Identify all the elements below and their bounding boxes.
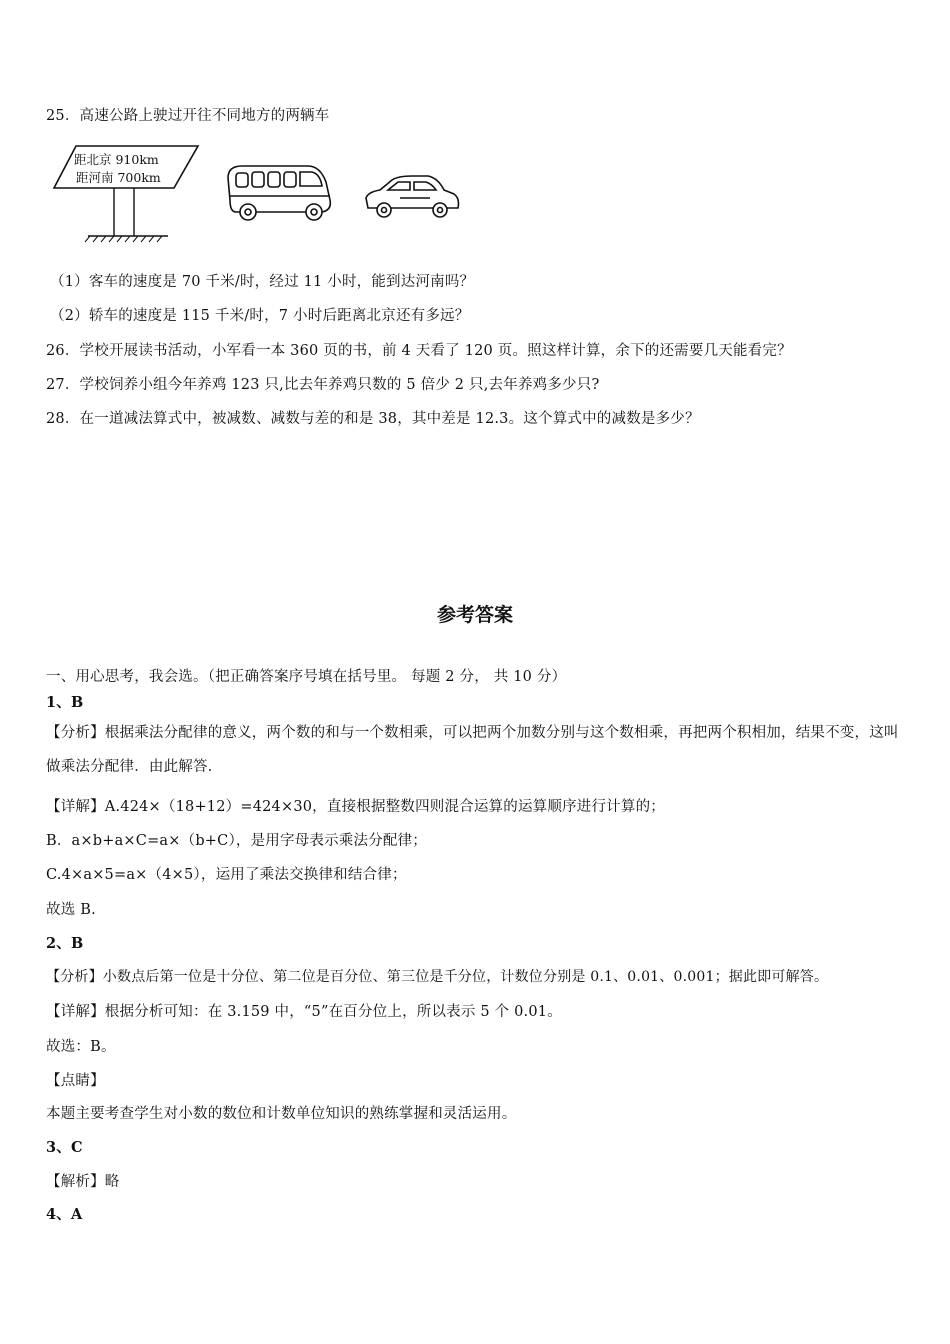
question-25: 25．高速公路上驶过开往不同地方的两辆车 bbox=[46, 108, 330, 124]
bus-icon bbox=[228, 166, 330, 220]
answer-1-detail-3: C.4×a×5=a×（4×5），运用了乘法交换律和结合律； bbox=[46, 867, 407, 883]
car-icon bbox=[366, 176, 459, 217]
answer-4-heading: 4、A bbox=[46, 1206, 83, 1223]
answer-2-heading: 2、B bbox=[46, 935, 84, 952]
answers-title: 参考答案 bbox=[436, 604, 513, 626]
answer-2-comment-heading: 【点睛】 bbox=[46, 1073, 105, 1089]
sign-line-1: 距北京 910km bbox=[74, 152, 159, 167]
answer-1-analysis: 【分析】根据乘法分配律的意义，两个数的和与一个数相乘，可以把两个加数分别与这个数相乘，再把两个积相加，结果不变，这叫做乘法分配律．由此解答． bbox=[46, 725, 899, 775]
question-26: 26．学校开展读书活动，小军看一本 360 页的书，前 4 天看了 120 页。照这样计算，余下的还需要几天能看完？ bbox=[46, 343, 792, 359]
answer-2-comment: 本题主要考查学生对小数的数位和计数单位知识的熟练掌握和灵活运用。 bbox=[46, 1106, 517, 1122]
answer-2-choice: 故选：B。 bbox=[46, 1039, 116, 1055]
answer-1-choice: 故选 B. bbox=[46, 902, 96, 918]
answer-3-heading: 3、C bbox=[46, 1139, 83, 1156]
answer-2-detail: 【详解】根据分析可知：在 3.159 中，“5”在百分位上，所以表示 5 个 0.01。 bbox=[46, 1004, 562, 1020]
sign-line-2: 距河南 700km bbox=[76, 170, 161, 185]
answer-3-analysis: 【解析】略 bbox=[46, 1174, 120, 1190]
question-25-part-2: （2）轿车的速度是 115 千米/时，7 小时后距离北京还有多远？ bbox=[50, 308, 470, 324]
answer-1-heading: 1、B bbox=[46, 694, 84, 711]
question-28: 28．在一道减法算式中，被减数、减数与差的和是 38，其中差是 12.3。这个算式中的减数是多少？ bbox=[46, 411, 700, 427]
answer-2-analysis: 【分析】小数点后第一位是十分位、第二位是百分位、第三位是千分位，计数位分别是 0.1、0.01、0.001；据此即可解答。 bbox=[46, 969, 829, 985]
question-27: 27．学校饲养小组今年养鸡 123 只,比去年养鸡只数的 5 倍少 2 只,去年养鸡多少只? bbox=[46, 377, 600, 393]
road-sign-and-vehicles-illustration bbox=[50, 138, 470, 248]
answers-section-1-heading: 一、用心思考，我会选。（把正确答案序号填在括号里。 每题 2 分， 共 10 分） bbox=[46, 669, 567, 685]
question-25-part-1: （1）客车的速度是 70 千米/时，经过 11 小时，能到达河南吗？ bbox=[50, 274, 475, 290]
answer-1-detail-2: B．a×b+a×C=a×（b+C），是用字母表示乘法分配律； bbox=[46, 833, 427, 849]
road-sign-icon bbox=[54, 146, 198, 242]
answer-1-detail-1: 【详解】A.424×（18+12）=424×30，直接根据整数四则混合运算的运算顺序进行计算的； bbox=[46, 799, 665, 815]
